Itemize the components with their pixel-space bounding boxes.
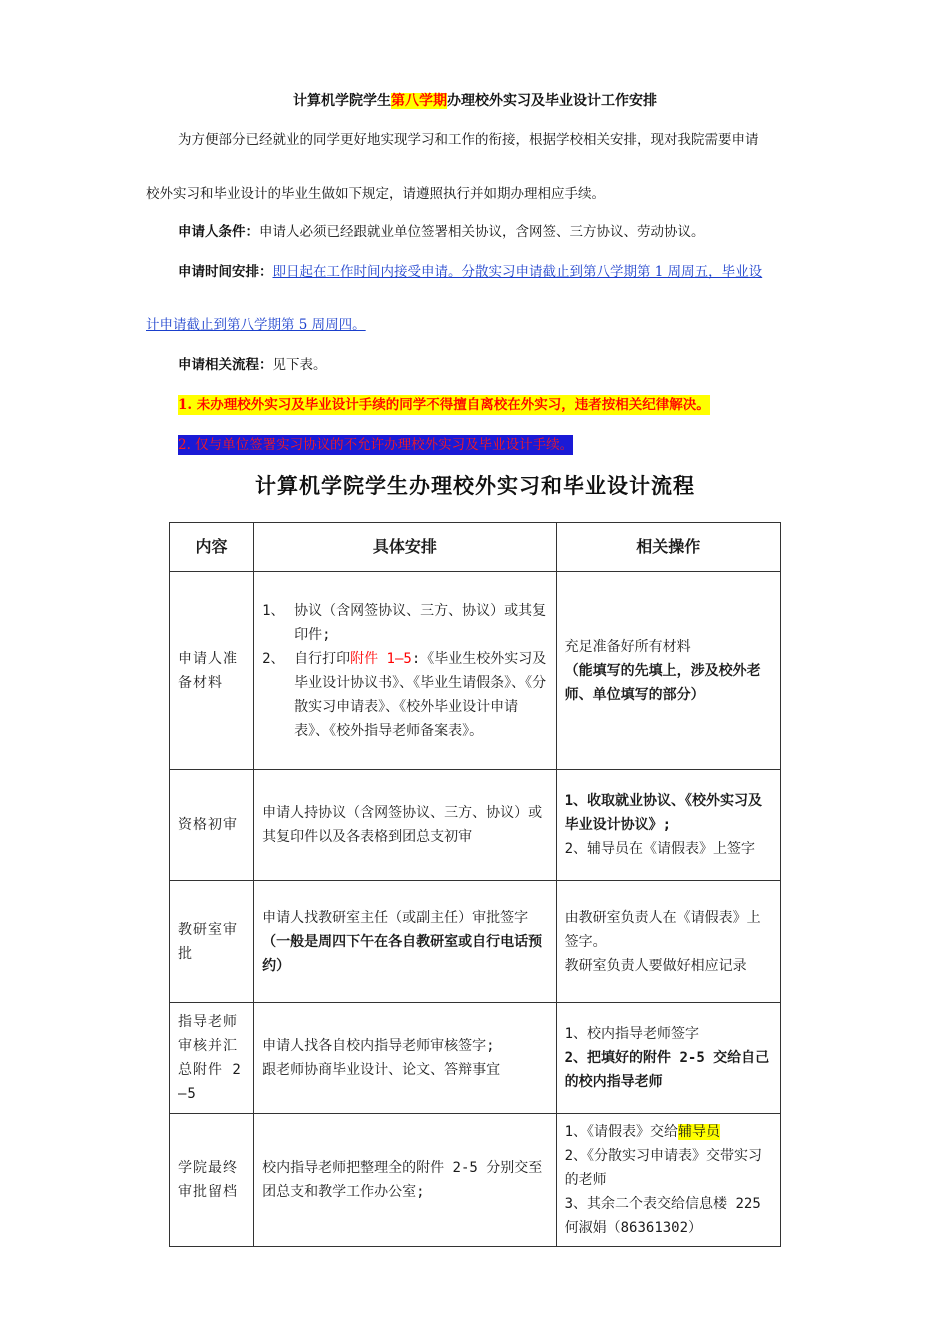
row-arrangement-cell (254, 1003, 556, 1114)
title-highlight: 第八学期 (391, 93, 447, 109)
process-label: 申请相关流程： (178, 357, 273, 373)
arrangement-text: 跟老师协商毕业设计、论文、答辩事宜 (262, 1062, 501, 1078)
list-item (262, 647, 547, 743)
conditions-label: 申请人条件： (178, 224, 259, 240)
conditions-text: 申请人必须已经跟就业单位签署相关协议，含网签、三方协议、劳动协议。 (259, 224, 705, 240)
intro-line-2: 校外实习和毕业设计的毕业生做如下规定，请遵照执行并如期办理相应手续。 (146, 186, 605, 202)
operation-text: 2、《分散实习申请表》交带实习的老师 (564, 1148, 763, 1188)
process-text: 见下表。 (272, 357, 327, 373)
row-operation-cell (556, 1003, 780, 1114)
operation-text (565, 1120, 772, 1144)
row-arrangement-cell: 申请人持协议（含网签协议、三方、协议）或其复印件以及各表格到团总支初审 (254, 770, 556, 881)
warning-2: 2. 仅与单位签署实习协议的不允许办理校外实习及毕业设计手续。 (178, 437, 574, 453)
process-paragraph (146, 355, 848, 375)
operation-text: 3、其余二个表交给信息楼 225 何淑娟（86361302） (564, 1196, 761, 1236)
time-paragraph (146, 262, 848, 282)
process-table (169, 522, 781, 1247)
table-row (170, 881, 781, 1003)
table-header-row (170, 523, 781, 572)
flow-title: 计算机学院学生办理校外实习和毕业设计流程 (255, 473, 695, 498)
operation-text: 1、校内指导老师签字 (564, 1026, 700, 1042)
row-operation-cell (556, 572, 780, 770)
list-text: 协议（含网签协议、三方、协议）或其复印件; (294, 602, 547, 643)
warning-1: 1. 未办理校外实习及毕业设计手续的同学不得擅自离校在外实习，违者按相关纪律解决。 (178, 397, 710, 413)
row-operation-cell (556, 770, 780, 881)
list-item (262, 599, 547, 647)
header-arrangement: 具体安排 (254, 523, 556, 572)
list-text (294, 647, 547, 743)
operation-text: 教研室负责人要做好相应记录 (564, 957, 747, 974)
operation-part: 1、《请假表》交给 (564, 1124, 679, 1140)
time-link-line-2[interactable]: 计申请截止到第八学期第 5 周周四。 (146, 317, 366, 333)
row-arrangement-cell: 校内指导老师把整理全的附件 2-5 分别交至团总支和教学工作办公室; (254, 1114, 556, 1247)
operation-note: （能填写的先填上，涉及校外老师、单位填写的部分） (564, 662, 761, 703)
document-title (0, 90, 950, 110)
counselor-highlight: 辅导员 (678, 1124, 721, 1140)
title-part-2: 办理校外实习及毕业设计工作安排 (447, 93, 657, 109)
print-text: 自行打印 (294, 650, 351, 667)
row-arrangement-cell (254, 881, 556, 1003)
conditions-paragraph (146, 222, 848, 242)
list-number: 2、 (262, 650, 285, 667)
table-row (170, 572, 781, 770)
operation-text: 2、辅导员在《请假表》上签字 (564, 841, 756, 857)
table-row (170, 1114, 781, 1247)
row-content-cell: 教研室审批 (170, 881, 254, 1003)
row-content-cell: 申请人准备材料 (170, 572, 254, 770)
row-content-cell: 资格初审 (170, 770, 254, 881)
intro-line-1: 为方便部分已经就业的同学更好地实现学习和工作的衔接，根据学校相关安排，现对我院需要申请 (178, 132, 759, 148)
operation-text: 充足准备好所有材料 (564, 638, 691, 655)
row-operation-cell (556, 1114, 780, 1247)
table-row (170, 1003, 781, 1114)
attachment-ref: 附件 1—5 (350, 650, 412, 667)
header-content: 内容 (170, 523, 254, 572)
arrangement-text: 申请人找教研室主任（或副主任）审批签字 (262, 909, 529, 926)
operation-text: 由教研室负责人在《请假表》上签字。 (564, 909, 761, 950)
arrangement-note: （一般是周四下午在各自教研室或自行电话预约） (262, 933, 543, 974)
operation-text: 1、收取就业协议、《校外实习及毕业设计协议》; (564, 793, 763, 833)
arrangement-text: 申请人找各自校内指导老师审核签字; (262, 1038, 495, 1054)
row-content-cell: 学院最终审批留档 (170, 1114, 254, 1247)
forms-list: :《毕业生校外实习及毕业设计协议书》、《毕业生请假条》、《分散实习申请表》、《校外毕业设计申请表》、《校外指导老师备案表》。 (294, 650, 547, 739)
time-link-line-1[interactable]: 即日起在工作时间内接受申请。分散实习申请截止到第八学期第 1 周周五，毕业设 (272, 264, 763, 280)
time-paragraph-cont (146, 315, 816, 335)
list-number: 1、 (262, 602, 285, 619)
title-part-1: 计算机学院学生 (293, 93, 391, 109)
header-operation: 相关操作 (556, 523, 780, 572)
row-arrangement-cell (254, 572, 556, 770)
row-operation-cell (556, 881, 780, 1003)
time-label: 申请时间安排： (178, 264, 273, 280)
table-row (170, 770, 781, 881)
row-content-cell: 指导老师审核并汇总附件 2—5 (170, 1003, 254, 1114)
operation-text: 2、把填好的附件 2-5 交给自己的校内指导老师 (564, 1050, 770, 1090)
